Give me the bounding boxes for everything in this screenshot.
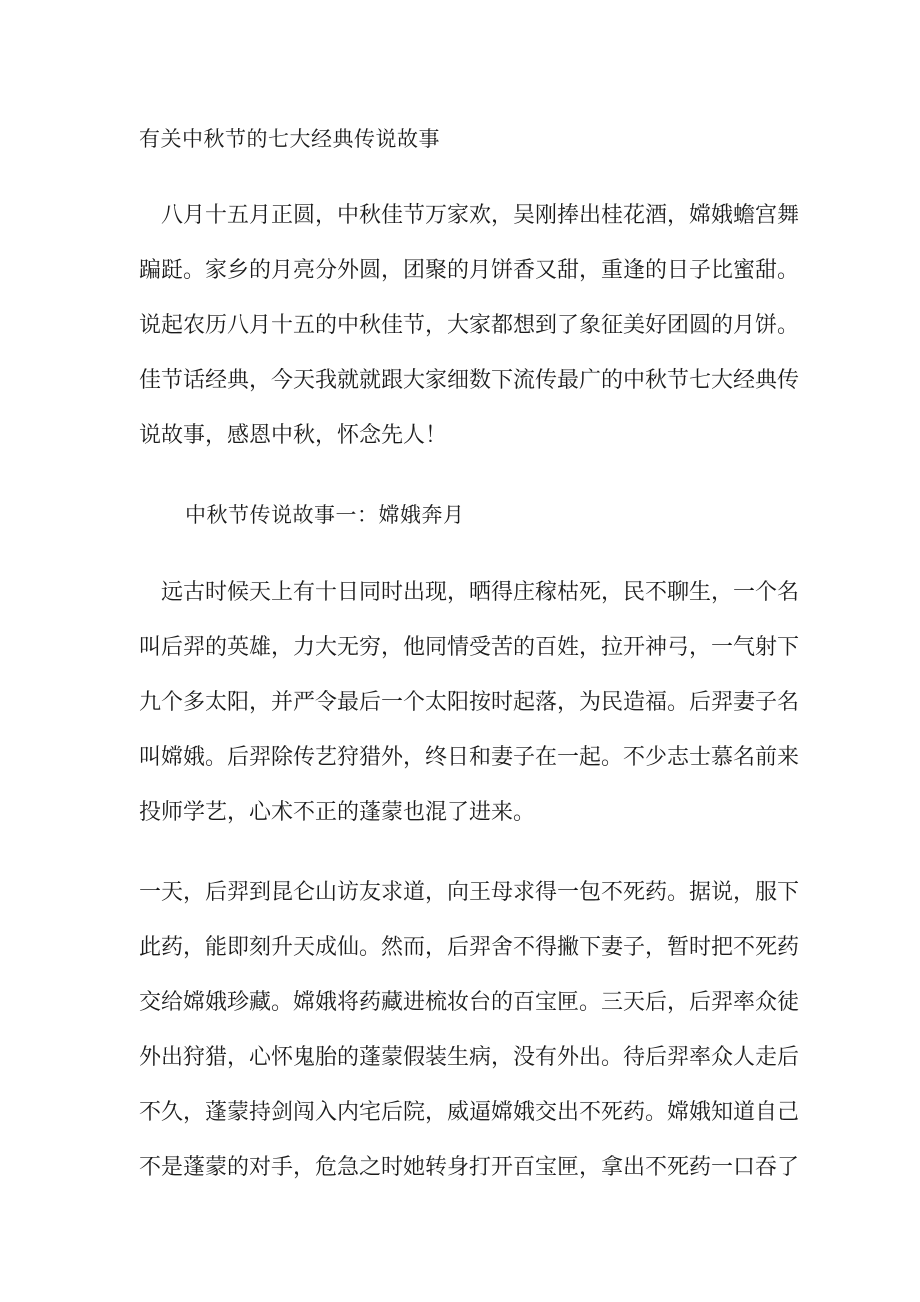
section-heading-change-flies-to-moon: 中秋节传说故事一：嫦娥奔月	[185, 503, 465, 527]
section1-paragraph-2: 一天，后羿到昆仑山访友求道，向王母求得一包不死药。据说，服下此药，能即刻升天成仙。然而，后羿舍不得撇下妻子，暂时把不死药交给嫦娥珍藏。嫦娥将药藏进梳妆台的百宝匣。三天后，后羿率众徒外出狩猎，心怀鬼胎的蓬蒙假装生病，没有外出。待后羿率众人走后不久，蓬蒙持剑闯入内宅后院，威逼嫦娥交出不死药。嫦娥知道自己不是蓬蒙的对手，危急之时她转身打开百宝匣，拿出不死药一口吞了	[139, 880, 800, 1180]
document-title: 有关中秋节的七大经典传说故事	[139, 127, 440, 151]
section1-paragraph-1: 远古时候天上有十日同时出现，晒得庄稼枯死，民不聊生，一个名叫后羿的英雄，力大无穷，他同情受苦的百姓，拉开神弓，一气射下九个多太阳，并严令最后一个太阳按时起落，为民造福。后羿妻子名叫嫦娥。后羿除传艺狩猎外，终日和妻子在一起。不少志士慕名前来投师学艺，心术不正的蓬蒙也混了进来。	[139, 580, 800, 825]
intro-paragraph: 八月十五月正圆，中秋佳节万家欢，吴刚捧出桂花酒，嫦娥蟾宫舞蹁跹。家乡的月亮分外圆，团聚的月饼香又甜，重逢的日子比蜜甜。说起农历八月十五的中秋佳节，大家都想到了象征美好团圆的月饼。佳节话经典，今天我就就跟大家细数下流传最广的中秋节七大经典传说故事，感恩中秋，怀念先人！	[139, 203, 800, 448]
